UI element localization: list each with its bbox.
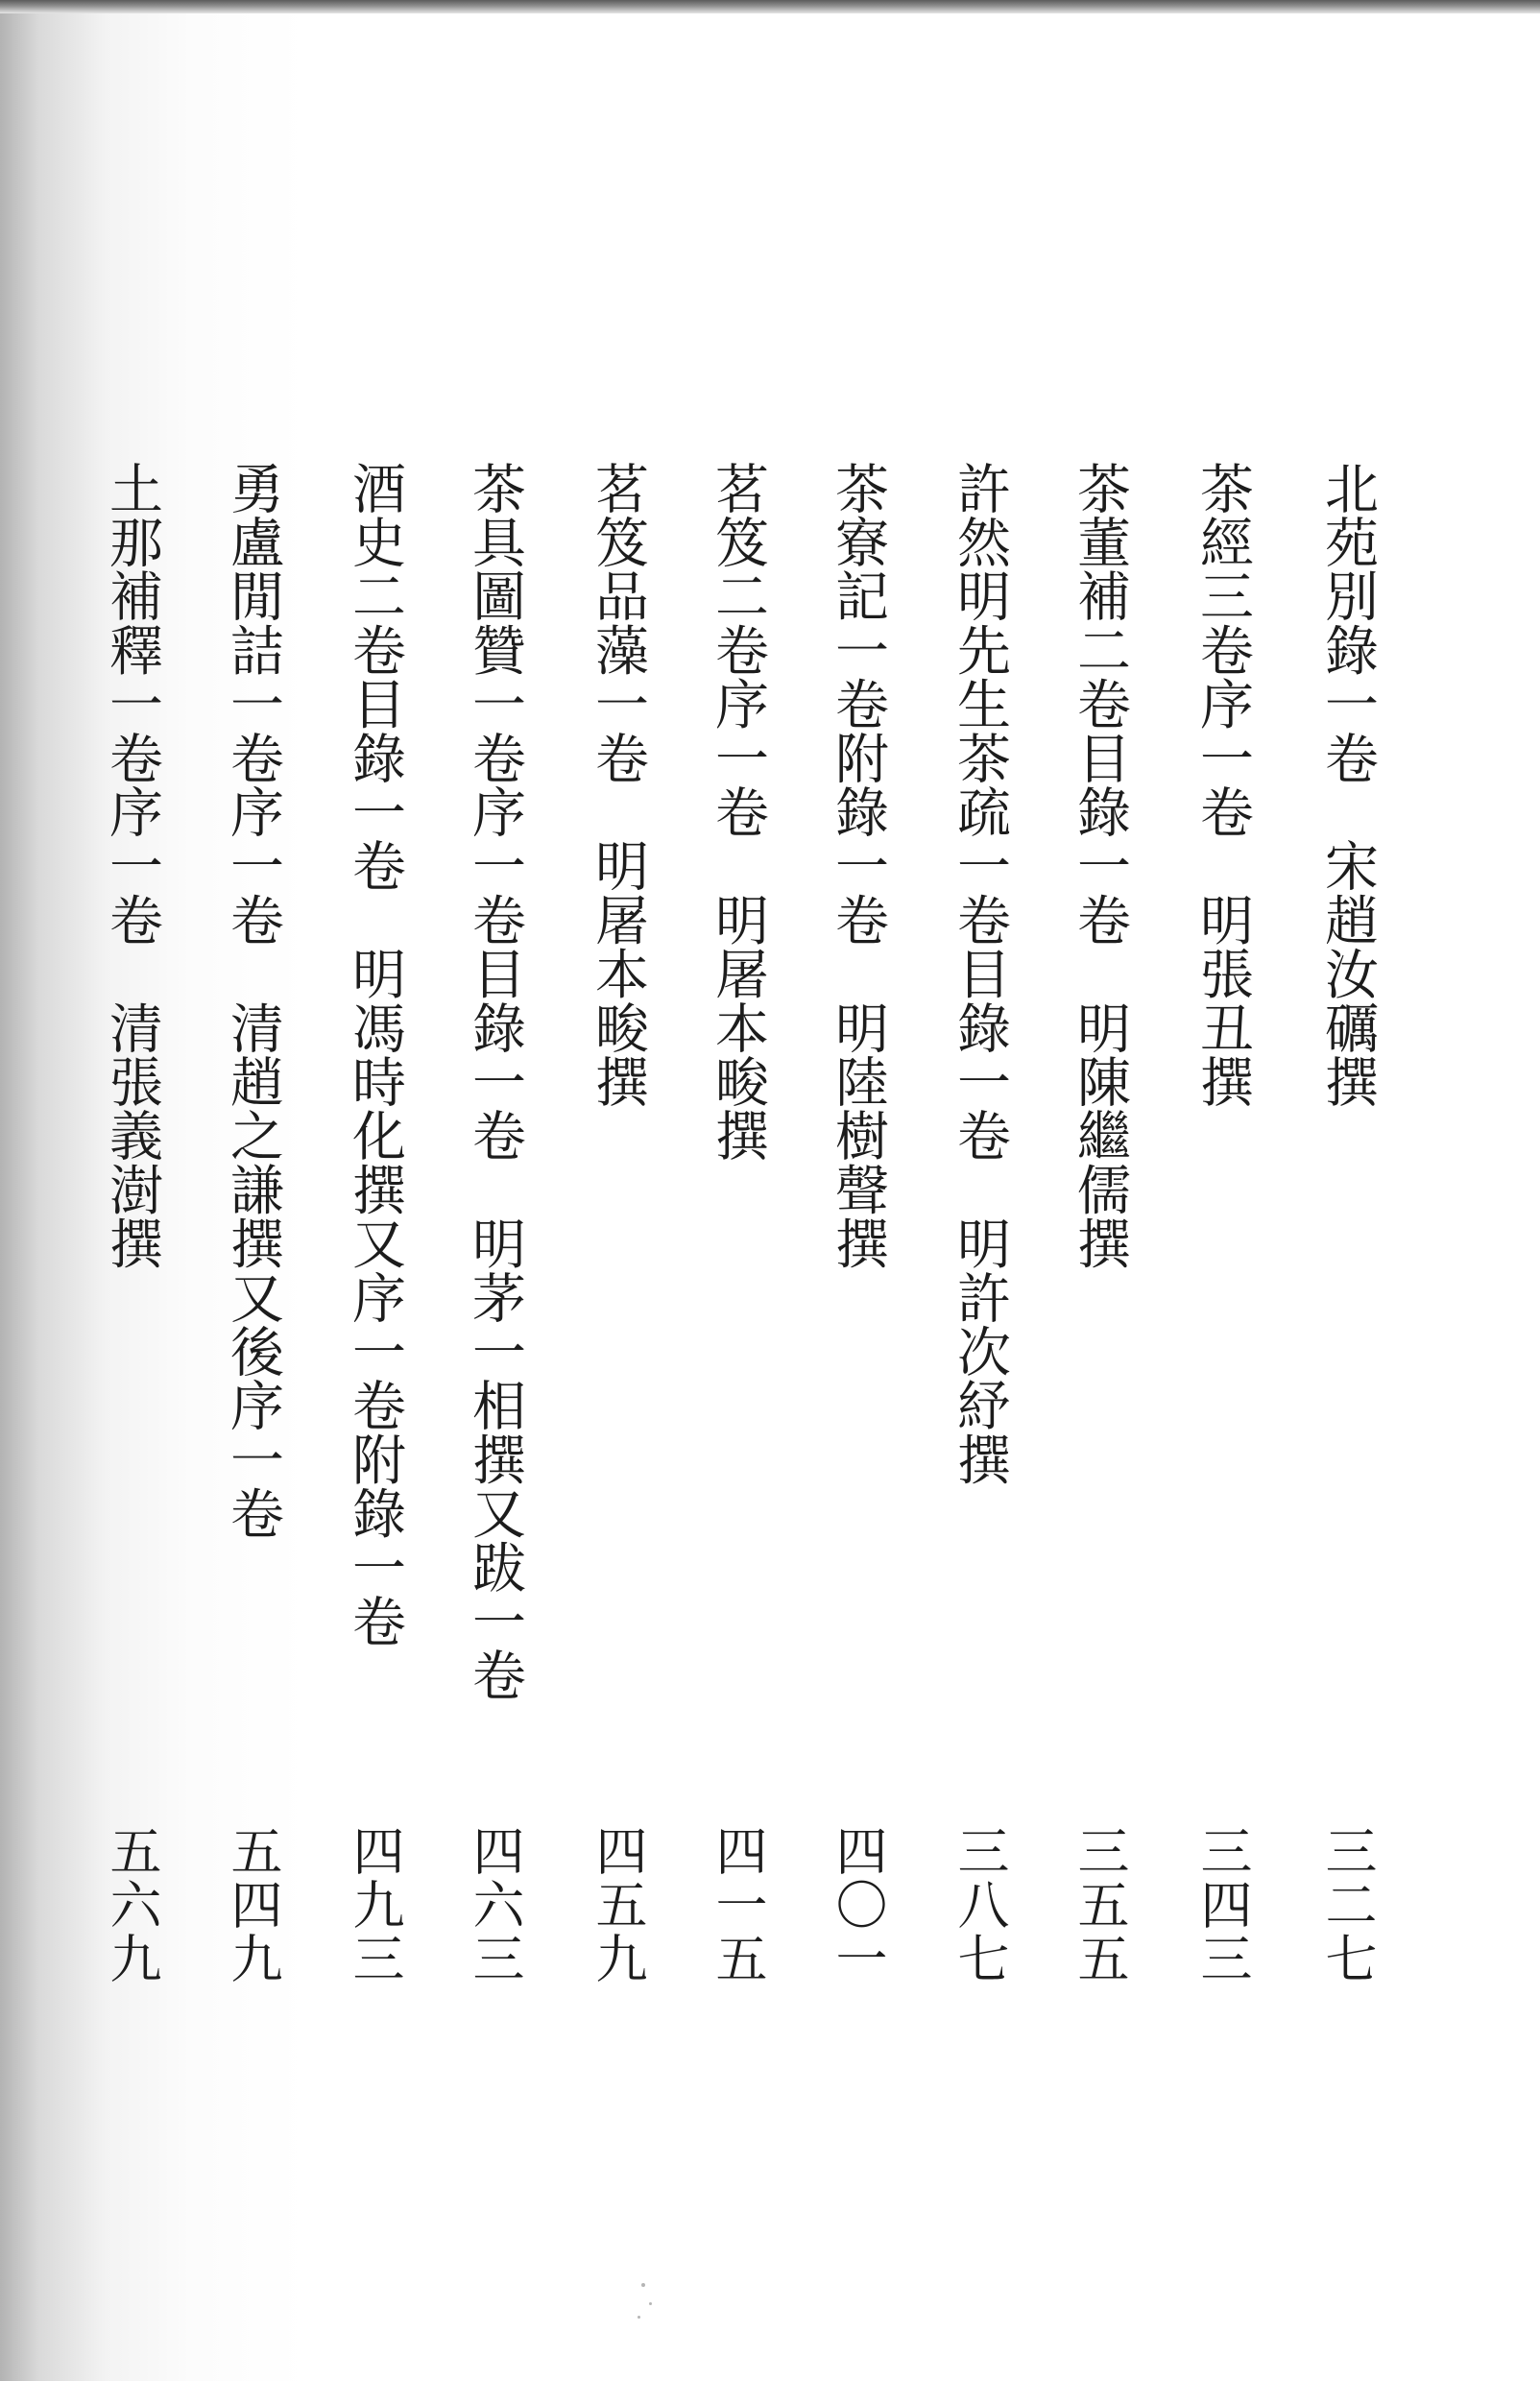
- toc-entry: [219, 461, 286, 2247]
- toc-entry-page-number: 四九三: [345, 1824, 405, 1985]
- toc-entry: [341, 461, 408, 2247]
- toc-entry-title: 北苑別錄一卷 宋趙汝礪撰: [1316, 461, 1379, 1109]
- toc-entry-page-number: 五四九: [223, 1824, 283, 1985]
- toc-entry: [1066, 461, 1133, 2247]
- toc-entry-page-number: 三四三: [1192, 1824, 1253, 1985]
- toc-entry-title: 茶經三卷序一卷 明張丑撰: [1191, 461, 1254, 1109]
- toc-entry: [461, 461, 528, 2247]
- toc-entry-title: 茗笈二卷序一卷 明屠本畯撰: [707, 461, 769, 1163]
- toc-entry-page-number: 三八七: [950, 1824, 1010, 1985]
- toc-entry-title: 茶具圖贊一卷序一卷目錄一卷 明茅一相撰又跋一卷: [464, 461, 526, 1702]
- toc-entry: [1189, 461, 1256, 2247]
- toc-entry-title: 勇盧閒詰一卷序一卷 清趙之謙撰又後序一卷: [222, 461, 284, 1540]
- toc-entry-title: 茶寮記一卷附錄一卷 明陸樹聲撰: [827, 461, 889, 1270]
- toc-entry-page-number: 四一五: [708, 1824, 768, 1985]
- toc-entry-page-number: 三五五: [1070, 1824, 1130, 1985]
- toc-entry: [824, 461, 891, 2247]
- toc-entry-page-number: 四〇一: [828, 1824, 888, 1985]
- toc-entry-title: 茗笈品藻一卷 明屠本畯撰: [587, 461, 649, 1109]
- toc-entry: [704, 461, 771, 2247]
- toc-entry-page-number: 三二七: [1317, 1824, 1378, 1985]
- toc-entry-title: 酒史二卷目錄一卷 明馮時化撰又序一卷附錄一卷: [344, 461, 406, 1648]
- paper-speck: [641, 2283, 645, 2287]
- toc-entry: [98, 461, 165, 2247]
- toc-entry-title: 土那補釋一卷序一卷 清張義澍撰: [101, 461, 163, 1270]
- toc-entry-page-number: 五六九: [102, 1824, 162, 1985]
- page-top-shadow: [0, 0, 1540, 13]
- toc-entry-title: 茶董補二卷目錄一卷 明陳繼儒撰: [1069, 461, 1131, 1270]
- toc-entry-title: 許然明先生茶疏一卷目錄一卷 明許次紓撰: [949, 461, 1011, 1486]
- paper-speck: [649, 2302, 652, 2305]
- paper-speck: [638, 2316, 640, 2319]
- toc-entry-page-number: 四六三: [465, 1824, 525, 1985]
- toc-entry: [946, 461, 1013, 2247]
- toc-entry-page-number: 四五九: [588, 1824, 648, 1985]
- toc-entry: [1313, 461, 1381, 2247]
- toc-entry: [584, 461, 651, 2247]
